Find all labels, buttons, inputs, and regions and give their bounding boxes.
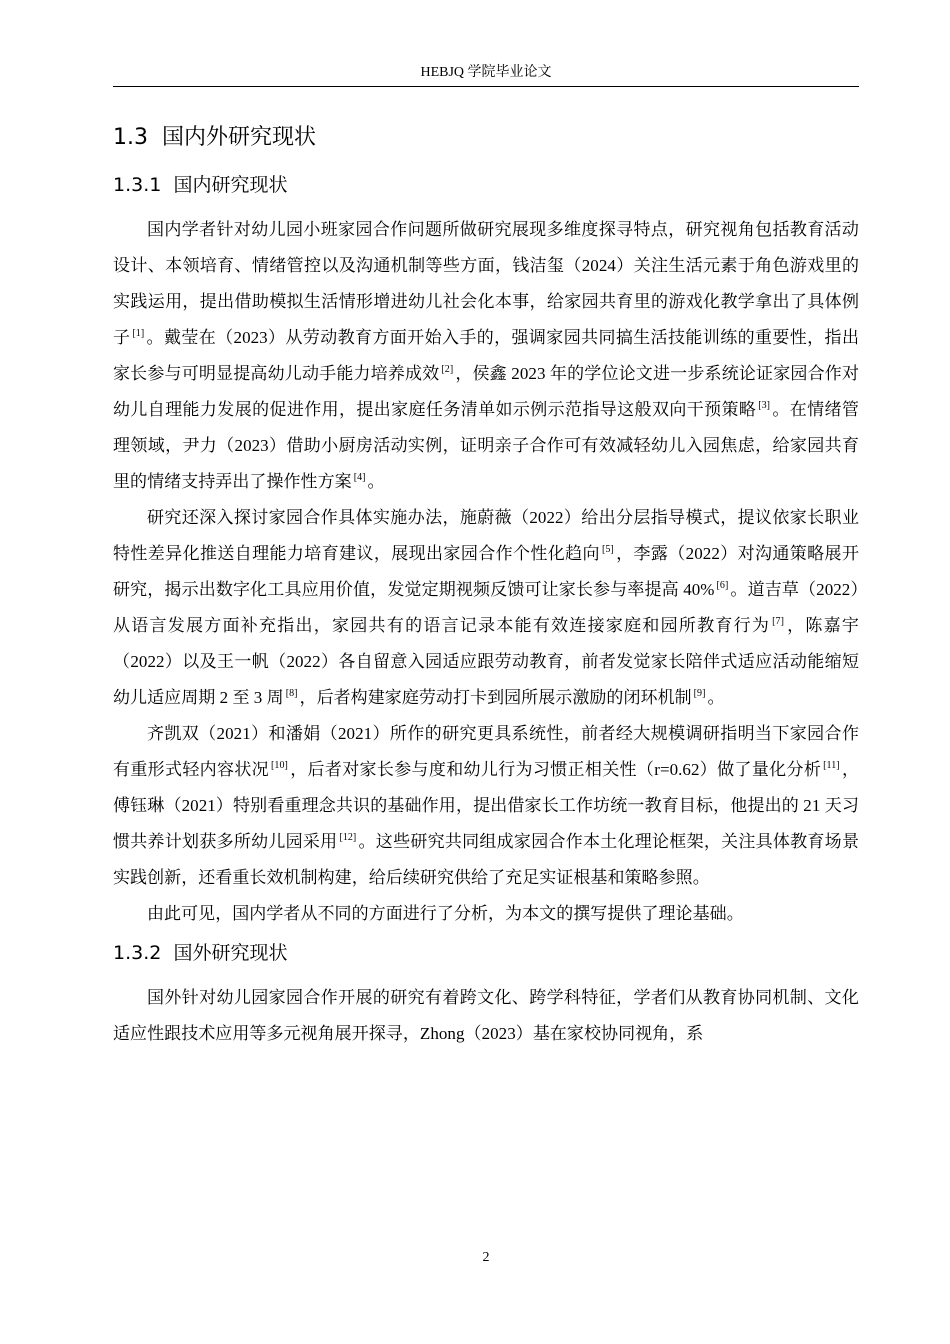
page-number	[113, 1249, 859, 1267]
paragraph-domestic-3	[113, 716, 859, 896]
text-run: 。道吉草（2022）从语言发展方面补充指出，家园共有的语言记录本能有效连接家庭和园所教育行为	[113, 580, 859, 635]
text-run: 国外针对幼儿园家园合作开展的研究有着跨文化、跨学科特征，学者们从教育协同机制、文化适应性跟技术应用等多元视角展开探寻，Zhong（2023）基在家校协同视角，系	[113, 988, 859, 1043]
subsection-heading-foreign	[113, 935, 859, 971]
page-header	[113, 64, 859, 82]
text-run: ，侯鑫 2023 年的学位论文进一步系统论证家园合作对幼儿自理能力发展的促进作用，提出家庭任务清单如示例示范指导这般双向干预策略	[113, 364, 859, 419]
subsection-number: 1.3.2	[113, 942, 162, 964]
text-run: 。戴莹在（2023）从劳动教育方面开始入手的，强调家园共同搞生活技能训练的重要性，指出家长参与可明显提高幼儿动手能力培养成效	[113, 328, 859, 383]
text-run: 齐凯双（2021）和潘娟（2021）所作的研究更具系统性，前者经大规模调研指明当下家园合作有重形式轻内容状况	[113, 724, 859, 779]
section-number: 1.3	[113, 125, 148, 150]
section-heading	[113, 118, 859, 158]
citation-ref: [8]	[285, 688, 298, 699]
citation-ref: [5]	[601, 544, 614, 555]
citation-ref: [1]	[132, 328, 145, 339]
page-body	[113, 118, 859, 1052]
paragraph-domestic-1	[113, 212, 859, 500]
section-title: 国内外研究现状	[162, 125, 317, 150]
subsection-title: 国外研究现状	[173, 942, 288, 964]
citation-ref: [11]	[823, 760, 840, 771]
text-run: 。在情绪管理领域，尹力（2023）借助小厨房活动实例，证明亲子合作可有效减轻幼儿入园焦虑，给家园共育里的情绪支持弄出了操作性方案	[113, 400, 859, 491]
text-run: 由此可见，国内学者从不同的方面进行了分析，为本文的撰写提供了理论基础。	[147, 904, 744, 923]
citation-ref: [7]	[772, 616, 784, 627]
citation-ref: [9]	[693, 688, 706, 699]
subsection-number: 1.3.1	[113, 174, 162, 196]
subsection-heading-domestic	[113, 167, 859, 203]
header-title: HEBJQ 学院毕业论文	[420, 65, 552, 80]
text-run: ，后者构建家庭劳动打卡到园所展示激励的闭环机制	[299, 688, 692, 707]
text-run: 。	[707, 688, 725, 707]
page-number-text: 2	[482, 1250, 490, 1265]
citation-ref: [3]	[758, 400, 771, 411]
citation-ref: [12]	[339, 832, 357, 843]
text-run: ，陈嘉宇（2022）以及王一帆（2022）各自留意入园适应跟劳动教育，前者发觉家长陪伴式适应活动能缩短幼儿适应周期 2 至 3 周	[113, 616, 859, 707]
text-run: ，傅钰琳（2021）特别看重理念共识的基础作用，提出借家长工作坊统一教育目标，他提出的 21 天习惯共养计划获多所幼儿园采用	[113, 760, 860, 851]
citation-ref: [10]	[271, 760, 288, 771]
text-run: 研究还深入探讨家园合作具体实施办法，施蔚薇（2022）给出分层指导模式，提议依家长职业特性差异化推送自理能力培育建议，展现出家园合作个性化趋向	[113, 508, 859, 563]
text-run: ，李露（2022）对沟通策略展开研究，揭示出数字化工具应用价值，发觉定期视频反馈可让家长参与率提高 40%	[113, 544, 859, 599]
header-divider	[113, 86, 859, 87]
citation-ref: [4]	[353, 472, 366, 483]
paragraph-domestic-4	[113, 896, 859, 932]
text-run: 国内学者针对幼儿园小班家园合作问题所做研究展现多维度探寻特点，研究视角包括教育活动设计、本领培育、情绪管控以及沟通机制等些方面，钱洁玺（2024）关注生活元素于角色游戏里的实践运用，提出借助模拟生活情形增进幼儿社会化本事，给家园共育里的游戏化教学拿出了具体例子	[113, 220, 859, 347]
citation-ref: [6]	[716, 580, 729, 591]
text-run: 。	[367, 472, 385, 491]
paragraph-domestic-2	[113, 500, 859, 716]
subsection-title: 国内研究现状	[173, 174, 288, 196]
text-run: ，后者对家长参与度和幼儿行为习惯正相关性（r=0.62）做了量化分析	[289, 760, 822, 779]
text-run: 。这些研究共同组成家园合作本土化理论框架，关注具体教育场景实践创新，还看重长效机制构建，给后续研究供给了充足实证根基和策略参照。	[113, 832, 860, 887]
citation-ref: [2]	[441, 364, 454, 375]
paragraph-foreign-1	[113, 980, 859, 1052]
